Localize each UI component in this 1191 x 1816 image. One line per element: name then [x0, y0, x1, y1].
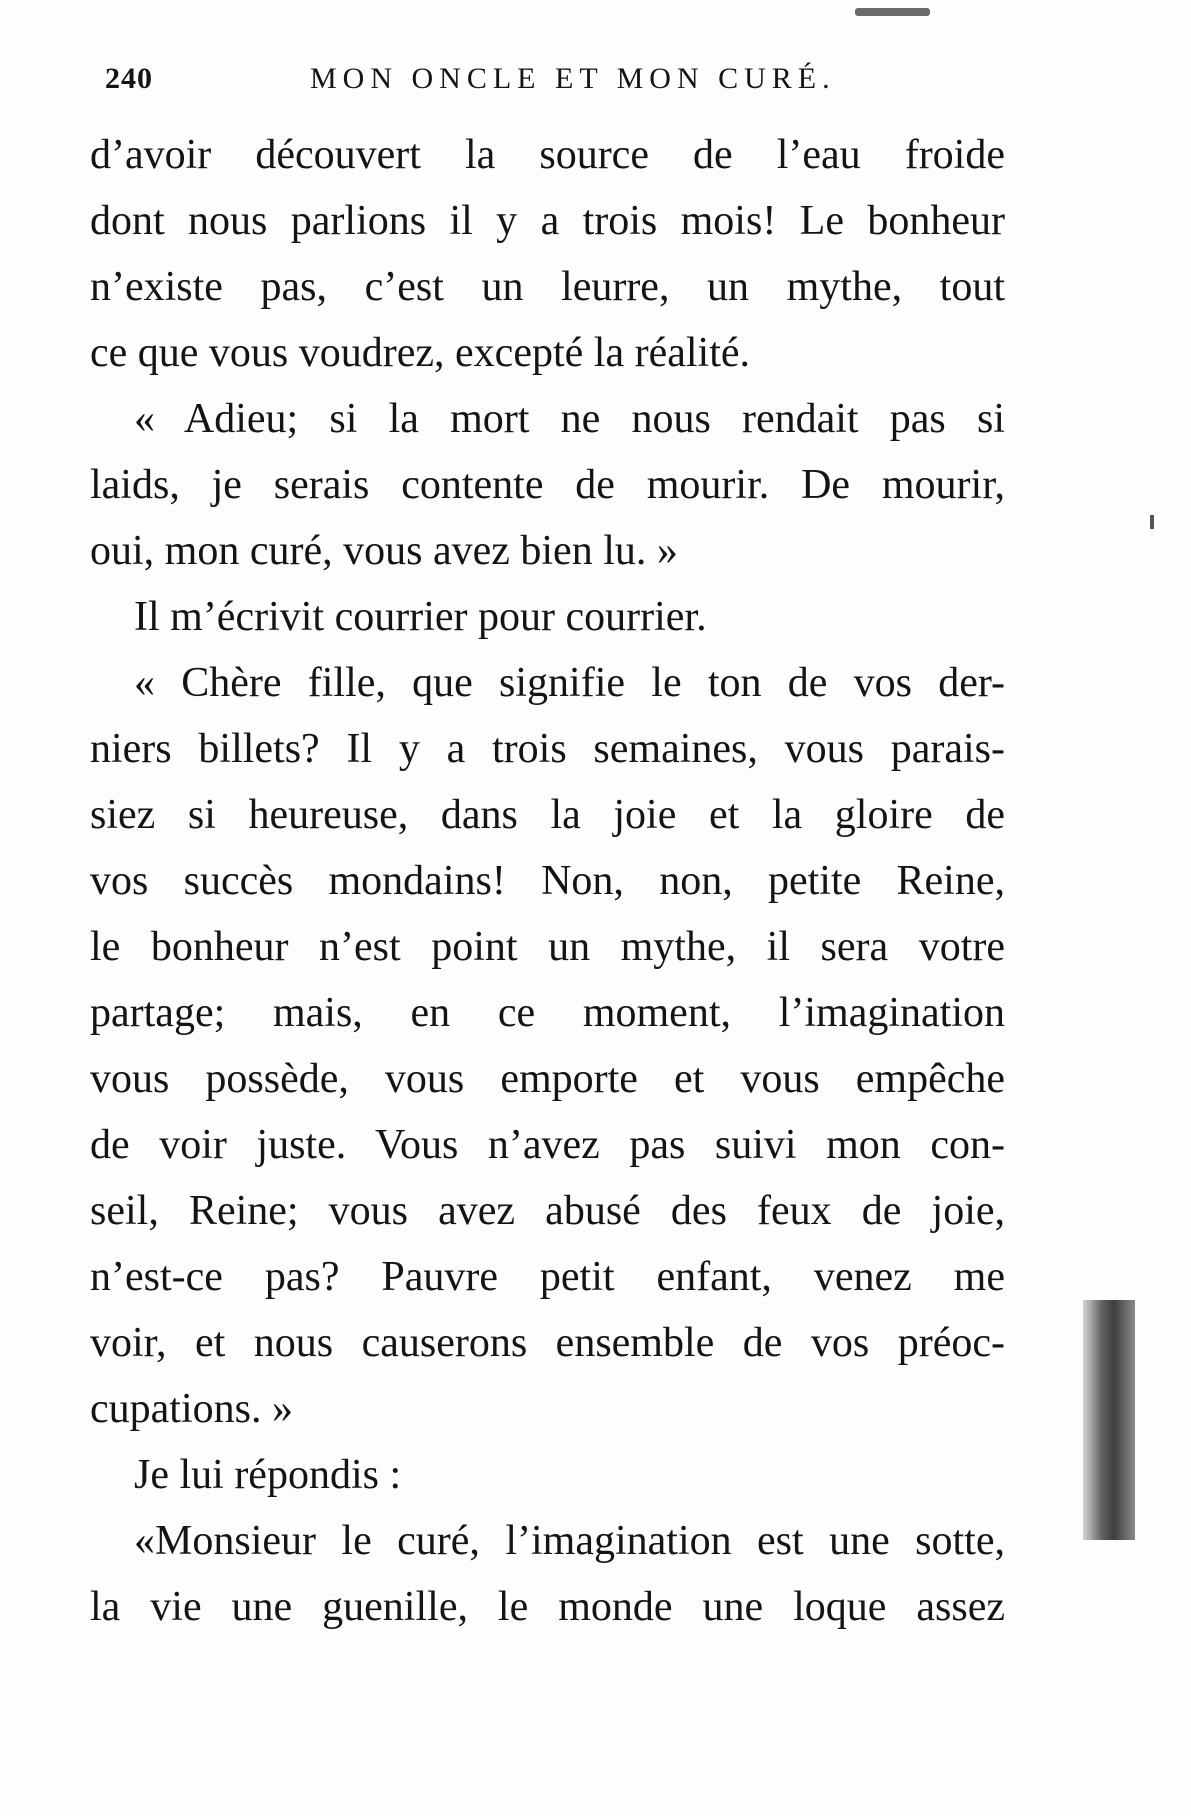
text-line: vos succès mondains! Non, non, petite Reine,	[90, 858, 1005, 904]
page-header	[105, 62, 975, 102]
page-number: 240	[105, 62, 153, 95]
text-line: d’avoir découvert la source de l’eau froide	[90, 132, 1005, 178]
text-line: oui, mon curé, vous avez bien lu. »	[90, 528, 678, 574]
text-line: «Monsieur le curé, l’imagination est une sotte,	[134, 1518, 1005, 1564]
text-line: n’existe pas, c’est un leurre, un mythe, tout	[90, 264, 1005, 310]
text-line: siez si heureuse, dans la joie et la gloire de	[90, 792, 1005, 838]
running-title: MON ONCLE ET MON CURÉ.	[310, 62, 836, 95]
text-line: seil, Reine; vous avez abusé des feux de joie,	[90, 1188, 1005, 1234]
ink-speck	[1150, 515, 1154, 529]
text-line: Je lui répondis :	[134, 1452, 402, 1498]
text-line: dont nous parlions il y a trois mois! Le bonheur	[90, 198, 1005, 244]
text-line: la vie une guenille, le monde une loque assez	[90, 1584, 1005, 1630]
text-line: cupations. »	[90, 1386, 293, 1432]
text-line: Il m’écrivit courrier pour courrier.	[134, 594, 707, 640]
scan-edge-shadow	[1083, 1300, 1135, 1540]
text-line: ce que vous voudrez, excepté la réalité.	[90, 330, 751, 376]
text-line: le bonheur n’est point un mythe, il sera votre	[90, 924, 1005, 970]
ink-mark	[855, 8, 930, 16]
text-line: n’est-ce pas? Pauvre petit enfant, venez me	[90, 1254, 1005, 1300]
text-line: laids, je serais contente de mourir. De mourir,	[90, 462, 1005, 508]
text-line: « Chère fille, que signifie le ton de vos der-	[134, 660, 1005, 706]
text-line: partage; mais, en ce moment, l’imagination	[90, 990, 1005, 1036]
body-text	[90, 122, 1005, 1640]
text-line: niers billets? Il y a trois semaines, vous parais-	[90, 726, 1005, 772]
text-line: « Adieu; si la mort ne nous rendait pas si	[134, 396, 1005, 442]
text-line: vous possède, vous emporte et vous empêche	[90, 1056, 1005, 1102]
text-line: voir, et nous causerons ensemble de vos préoc-	[90, 1320, 1005, 1366]
text-line: de voir juste. Vous n’avez pas suivi mon con-	[90, 1122, 1005, 1168]
